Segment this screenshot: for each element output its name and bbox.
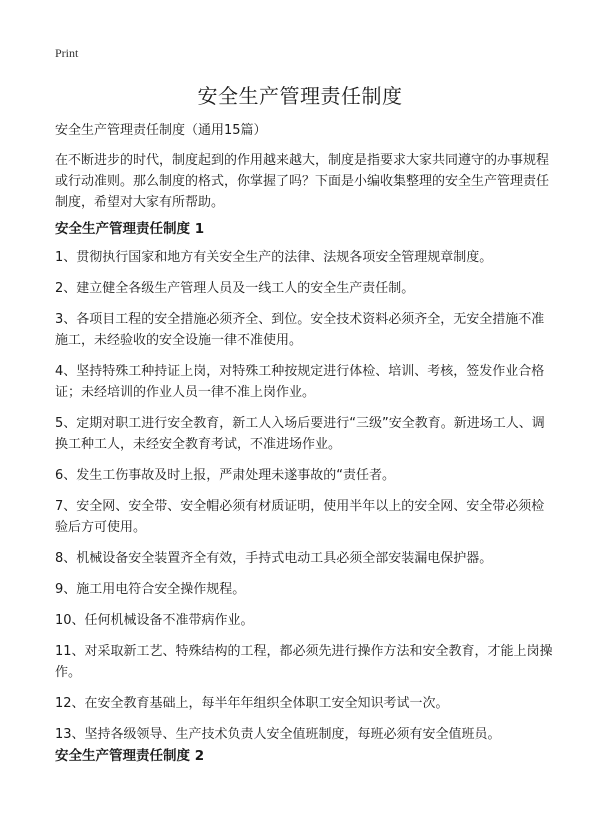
list-item: 8、机械设备安全装置齐全有效，手持式电动工具必须全部安装漏电保护器。 [55,551,493,566]
list-item: 1、贯彻执行国家和地方有关安全生产的法律、法规各项安全管理规章制度。 [55,250,493,265]
rule-list [55,247,553,755]
list-item: 9、施工用电符合安全操作规程。 [55,582,246,597]
list-item: 3、各项目工程的安全措施必须齐全、到位。安全技术资料必须齐全，无安全措施不准施工，未经验收的安全设施一律不准使用。 [55,312,545,348]
list-item: 7、安全网、安全带、安全帽必须有材质证明，使用半年以上的安全网、安全带必须检验后方可使用。 [55,499,545,535]
document-title: 安全生产管理责任制度 [197,84,403,108]
list-item: 12、在安全教育基础上，每半年年组织全体职工安全知识考试一次。 [55,696,449,711]
print-link[interactable]: Print [55,46,79,60]
document-subtitle: 安全生产管理责任制度（通用15篇） [55,123,267,138]
list-item: 10、任何机械设备不准带病作业。 [55,613,254,628]
list-item: 2、建立健全各级生产管理人员及一线工人的安全生产责任制。 [55,281,415,296]
list-item: 4、坚持特殊工种持证上岗，对特殊工种按规定进行体检、培训、考核，签发作业合格证；未经培训的作业人员一律不准上岗作业。 [55,364,545,400]
list-item: 13、坚持各级领导、生产技术负责人安全值班制度，每班必须有安全值班员。 [55,727,501,742]
list-item: 5、定期对职工进行安全教育，新工人入场后要进行“三级”安全教育。新进场工人、调换工种工人，未经安全教育考试，不准进场作业。 [55,416,545,452]
section-heading-1: 安全生产管理责任制度 1 [55,221,205,237]
intro-paragraph: 在不断进步的时代，制度起到的作用越来越大，制度是指要求大家共同遵守的办事规程或行动准则。那么制度的格式，你掌握了吗？下面是小编收集整理的安全生产管理责任制度，希望对大家有所帮助。 [55,153,550,210]
list-item: 11、对采取新工艺、特殊结构的工程，都必须先进行操作方法和安全教育，才能上岗操作。 [55,644,553,680]
section-heading-2: 安全生产管理责任制度 2 [55,748,205,764]
list-item: 6、发生工伤事故及时上报，严肃处理未遂事故的“责任者。 [55,468,396,483]
